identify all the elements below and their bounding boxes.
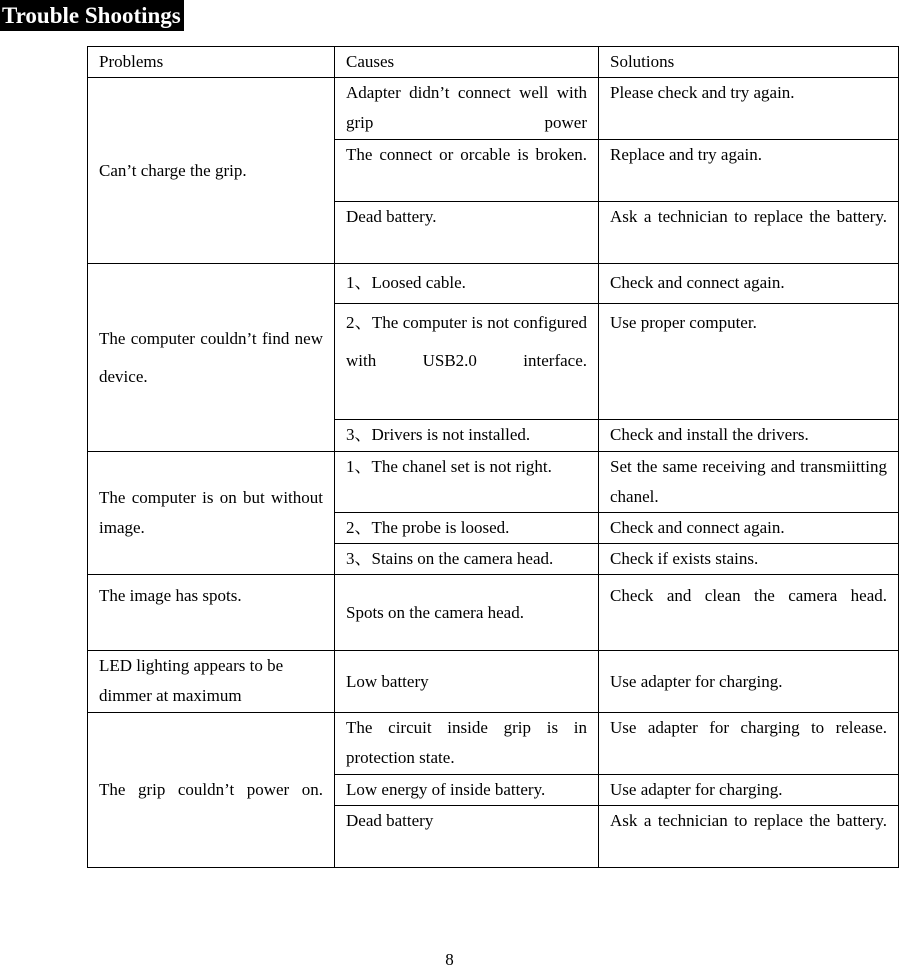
table-row [88,452,899,513]
header-solutions: Solutions [599,47,899,78]
solution-cell: Set the same receiving and transmiitting chanel. [599,452,899,513]
page-number: 8 [445,950,454,969]
problem-cell: The computer is on but without image. [88,452,335,575]
table-row [88,264,899,304]
table-row [88,713,899,775]
table-header-row [88,47,899,78]
table-row [88,651,899,713]
problem-cell: Can’t charge the grip. [88,78,335,264]
cause-cell: Low energy of inside battery. [335,775,599,806]
cause-cell: 1、Loosed cable. [335,264,599,304]
troubleshooting-table [87,46,899,868]
solution-cell: Check and clean the camera head. [599,575,899,651]
cause-cell: Spots on the camera head. [335,575,599,651]
solution-cell: Ask a technician to replace the battery. [599,806,899,868]
problem-cell: The computer couldn’t find new device. [88,264,335,452]
cause-cell: 3、Drivers is not installed. [335,420,599,452]
solution-cell: Ask a technician to replace the battery. [599,202,899,264]
table-row [88,575,899,651]
solution-cell: Replace and try again. [599,140,899,202]
cause-cell: Adapter didn’t connect well with grip power [335,78,599,140]
solution-cell: Use adapter for charging. [599,775,899,806]
solution-cell: Check and install the drivers. [599,420,899,452]
cause-cell: Low battery [335,651,599,713]
table-row [88,78,899,140]
solution-cell: Please check and try again. [599,78,899,140]
solution-cell: Check if exists stains. [599,544,899,575]
cause-cell: 2、The computer is not configured with USB2.0 interface. [335,304,599,420]
cause-cell: 2、The probe is loosed. [335,513,599,544]
cause-cell: Dead battery [335,806,599,868]
solution-cell: Use proper computer. [599,304,899,420]
header-problems: Problems [88,47,335,78]
problem-cell: LED lighting appears to be dimmer at maximum [88,651,335,713]
cause-cell: The circuit inside grip is in protection state. [335,713,599,775]
cause-cell: Dead battery. [335,202,599,264]
cause-cell: The connect or orcable is broken. [335,140,599,202]
problem-cell: The grip couldn’t power on. [88,713,335,868]
solution-cell: Check and connect again. [599,264,899,304]
header-causes: Causes [335,47,599,78]
cause-cell: 1、The chanel set is not right. [335,452,599,513]
solution-cell: Use adapter for charging to release. [599,713,899,775]
cause-cell: 3、Stains on the camera head. [335,544,599,575]
solution-cell: Use adapter for charging. [599,651,899,713]
problem-cell: The image has spots. [88,575,335,651]
section-title: Trouble Shootings [0,0,184,31]
solution-cell: Check and connect again. [599,513,899,544]
